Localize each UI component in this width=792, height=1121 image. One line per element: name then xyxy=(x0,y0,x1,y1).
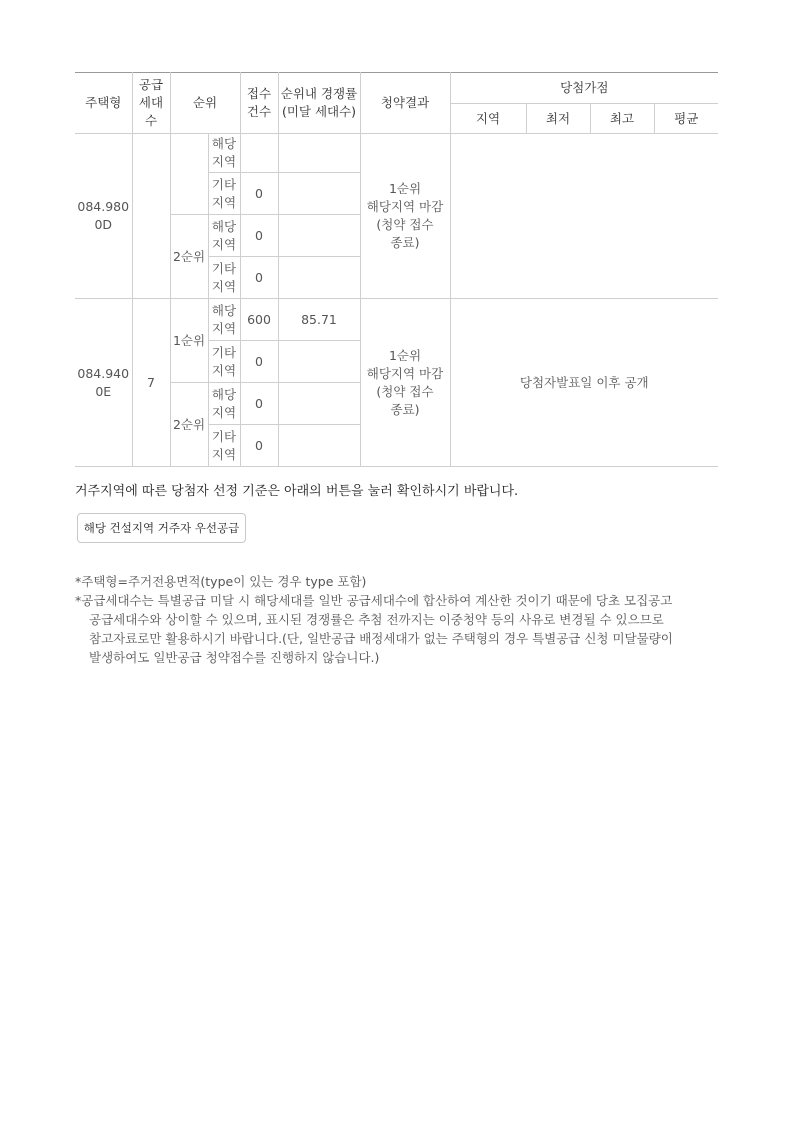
applications-cell: 0 xyxy=(240,173,278,215)
table-row xyxy=(75,134,718,173)
header-competition-rate: 순위내 경쟁률 (미달 세대수) xyxy=(278,73,360,134)
applications-cell xyxy=(240,134,278,173)
result-cell: 1순위 해당지역 마감 (청약 접수 종료) xyxy=(360,299,450,467)
house-type-cell: 084.980 0D xyxy=(75,134,132,299)
region-cell: 해당 지역 xyxy=(208,215,240,257)
rank-cell: 2순위 xyxy=(170,215,208,299)
footnote-supply-line-1: *공급세대수는 특별공급 미달 시 해당세대를 일반 공급세대수에 합산하여 계산한 것이기 때문에 당초 모집공고 xyxy=(75,593,673,608)
supply-units-cell: 7 xyxy=(132,299,170,467)
header-score-max: 최고 xyxy=(590,104,654,134)
applications-cell: 0 xyxy=(240,341,278,383)
header-winning-score: 당첨가점 xyxy=(450,73,718,104)
results-table-wrapper xyxy=(75,72,718,467)
footnote-supply-line-3: 참고자료로만 활용하시기 바랍니다.(단, 일반공급 배정세대가 없는 주택형의 경우 특별공급 신청 미달물량이 xyxy=(89,631,673,646)
rank-cell: 2순위 xyxy=(170,383,208,467)
footnote-house-type: *주택형=주거전용면적(type이 있는 경우 type 포함) xyxy=(75,574,367,589)
region-cell: 해당 지역 xyxy=(208,299,240,341)
header-score-region: 지역 xyxy=(450,104,526,134)
competition-cell xyxy=(278,134,360,173)
applications-cell: 0 xyxy=(240,215,278,257)
table-row xyxy=(75,299,718,341)
competition-cell xyxy=(278,341,360,383)
applications-cell: 0 xyxy=(240,425,278,467)
header-score-avg: 평균 xyxy=(654,104,718,134)
winning-score-cell: 당첨자발표일 이후 공개 xyxy=(450,299,718,467)
header-applications: 접수 건수 xyxy=(240,73,278,134)
competition-cell xyxy=(278,425,360,467)
competition-cell: 85.71 xyxy=(278,299,360,341)
region-cell: 해당 지역 xyxy=(208,383,240,425)
rank-cell: 1순위 xyxy=(170,299,208,383)
header-result: 청약결과 xyxy=(360,73,450,134)
competition-cell xyxy=(278,173,360,215)
applications-cell: 0 xyxy=(240,383,278,425)
rank-cell xyxy=(170,134,208,215)
competition-cell xyxy=(278,257,360,299)
competition-cell xyxy=(278,215,360,257)
result-cell: 1순위 해당지역 마감 (청약 접수 종료) xyxy=(360,134,450,299)
footnote-supply-line-2: 공급세대수와 상이할 수 있으며, 표시된 경쟁률은 추첨 전까지는 이중청약 등의 사유로 변경될 수 있으므로 xyxy=(89,612,664,627)
applications-cell: 600 xyxy=(240,299,278,341)
priority-supply-button[interactable]: 해당 건설지역 거주자 우선공급 xyxy=(77,513,246,543)
house-type-cell: 084.940 0E xyxy=(75,299,132,467)
competition-cell xyxy=(278,383,360,425)
header-supply-units: 공급 세대 수 xyxy=(132,73,170,134)
header-rank: 순위 xyxy=(170,73,240,134)
header-score-min: 최저 xyxy=(526,104,590,134)
region-cell: 해당 지역 xyxy=(208,134,240,173)
footnotes xyxy=(75,572,715,667)
region-cell: 기타 지역 xyxy=(208,173,240,215)
footnote-supply-line-4: 발생하여도 일반공급 청약접수를 진행하지 않습니다.) xyxy=(89,650,380,665)
selection-criteria-notice: 거주지역에 따른 당첨자 선정 기준은 아래의 버튼을 눌러 확인하시기 바랍니다. xyxy=(75,484,519,499)
supply-units-cell xyxy=(132,134,170,299)
results-table xyxy=(75,72,718,467)
region-cell: 기타 지역 xyxy=(208,341,240,383)
region-cell: 기타 지역 xyxy=(208,257,240,299)
winning-score-cell xyxy=(450,134,718,299)
applications-cell: 0 xyxy=(240,257,278,299)
region-cell: 기타 지역 xyxy=(208,425,240,467)
header-house-type: 주택형 xyxy=(75,73,132,134)
